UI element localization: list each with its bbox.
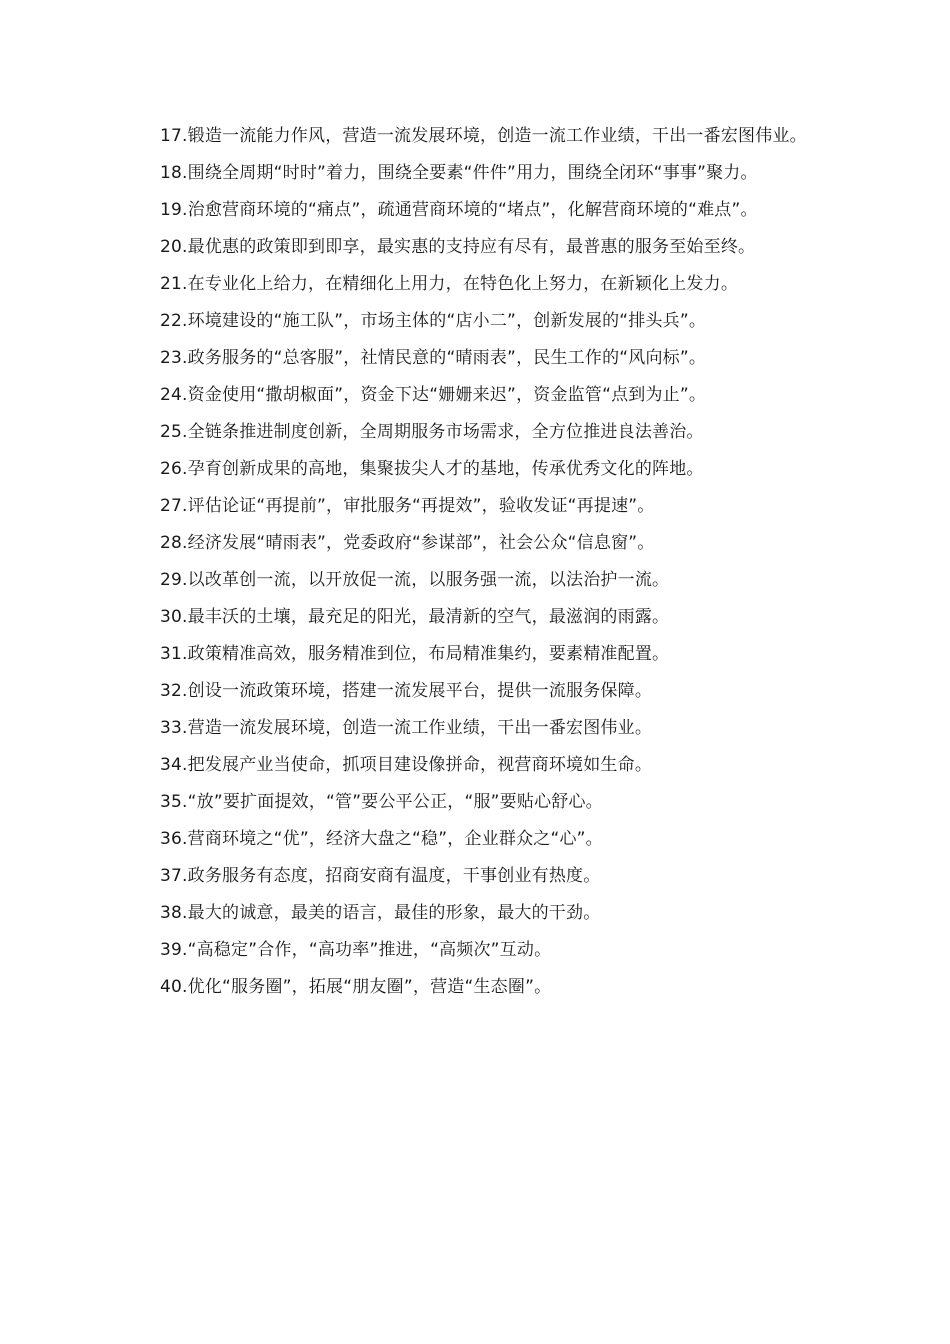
paragraph-33: 33.营造一流发展环境，创造一流工作业绩，干出一番宏图伟业。 bbox=[160, 718, 653, 738]
paragraph-38: 38.最大的诚意，最美的语言，最佳的形象，最大的干劲。 bbox=[160, 903, 601, 923]
paragraph-19: 19.治愈营商环境的“痛点”，疏通营商环境的“堵点”，化解营商环境的“难点”。 bbox=[160, 200, 758, 220]
paragraph-28: 28.经济发展“晴雨表”，党委政府“参谋部”，社会公众“信息窗”。 bbox=[160, 533, 655, 553]
paragraph-21: 21.在专业化上给力，在精细化上用力，在特色化上努力，在新颖化上发力。 bbox=[160, 274, 739, 294]
paragraph-30: 30.最丰沃的土壤，最充足的阳光，最清新的空气，最滋润的雨露。 bbox=[160, 607, 670, 627]
paragraph-23: 23.政务服务的“总客服”，社情民意的“晴雨表”，民生工作的“风向标”。 bbox=[160, 348, 707, 368]
paragraph-29: 29.以改革创一流，以开放促一流，以服务强一流，以法治护一流。 bbox=[160, 570, 670, 590]
paragraph-22: 22.环境建设的“施工队”，市场主体的“店小二”，创新发展的“排头兵”。 bbox=[160, 311, 707, 331]
paragraph-37: 37.政务服务有态度，招商安商有温度，干事创业有热度。 bbox=[160, 866, 601, 886]
paragraph-20: 20.最优惠的政策即到即享，最实惠的支持应有尽有，最普惠的服务至始至终。 bbox=[160, 237, 756, 257]
paragraph-18: 18.围绕全周期“时时”着力，围绕全要素“件件”用力，围绕全闭环“事事”聚力。 bbox=[160, 163, 758, 183]
paragraph-36: 36.营商环境之“优”，经济大盘之“稳”，企业群众之“心”。 bbox=[160, 829, 603, 849]
paragraph-27: 27.评估论证“再提前”，审批服务“再提效”，验收发证“再提速”。 bbox=[160, 496, 655, 516]
paragraph-40: 40.优化“服务圈”，拓展“朋友圈”，营造“生态圈”。 bbox=[160, 977, 552, 997]
paragraph-25: 25.全链条推进制度创新，全周期服务市场需求，全方位推进良法善治。 bbox=[160, 422, 704, 442]
paragraph-32: 32.创设一流政策环境，搭建一流发展平台，提供一流服务保障。 bbox=[160, 681, 653, 701]
paragraph-17: 17.锻造一流能力作风，营造一流发展环境，创造一流工作业绩，干出一番宏图伟业。 bbox=[160, 126, 807, 146]
document-body bbox=[122, 122, 840, 1010]
paragraph-34: 34.把发展产业当使命，抓项目建设像拼命，视营商环境如生命。 bbox=[160, 755, 653, 775]
paragraph-24: 24.资金使用“撒胡椒面”，资金下达“姗姗来迟”，资金监管“点到为止”。 bbox=[160, 385, 707, 405]
paragraph-26: 26.孕育创新成果的高地，集聚拔尖人才的基地，传承优秀文化的阵地。 bbox=[160, 459, 704, 479]
paragraph-31: 31.政策精准高效，服务精准到位，布局精准集约，要素精准配置。 bbox=[160, 644, 670, 664]
paragraph-39: 39.“高稳定”合作，“高功率”推进，“高频次”互动。 bbox=[160, 940, 552, 960]
paragraph-35: 35.“放”要扩面提效，“管”要公平公正，“服”要贴心舒心。 bbox=[160, 792, 603, 812]
